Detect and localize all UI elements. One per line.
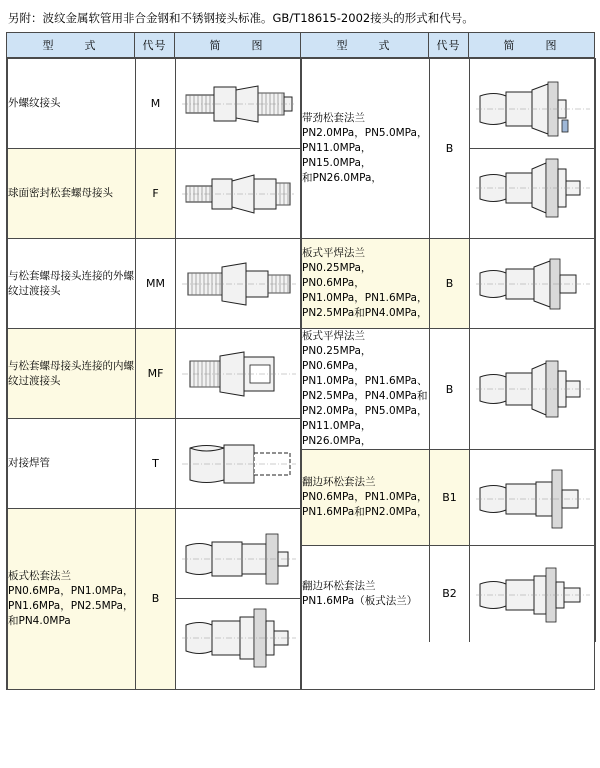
row-code-label: B	[430, 239, 470, 329]
row-type-label: 对接焊管	[8, 419, 136, 509]
row-figure	[176, 239, 302, 329]
row-code-label: MF	[136, 329, 176, 419]
male-thread-transition-fitting-diagram	[176, 253, 301, 315]
table-row	[302, 450, 596, 546]
plate-loose-flange-diagram-upper	[176, 520, 301, 599]
row-figure	[176, 59, 302, 149]
row-code-label: B1	[430, 450, 470, 546]
row-code-label: B2	[430, 546, 470, 642]
left-column-group	[7, 58, 301, 690]
ribbed-loose-flange-diagram-lower	[470, 149, 595, 227]
row-type-label: 与松套螺母接头连接的外螺纹过渡接头	[8, 239, 136, 329]
table-row	[302, 329, 596, 450]
table-row	[8, 239, 302, 329]
row-figure	[176, 419, 302, 509]
row-type-label: 板式平焊法兰 PN0.25MPa，PN0.6MPa， PN1.0MPa，PN1.6MPa、 PN2.5MPa，PN4.0MPa和 PN2.0MPa，PN5.0MPa， PN11.0MPa，PN26.0MPa，	[302, 329, 430, 450]
plate-loose-flange-diagram-lower	[176, 599, 301, 677]
table-row	[302, 59, 596, 239]
page-title: 另附：波纹金属软管用非合金钢和不锈钢接头标准。GB/T18615-2002接头的形式和代号。	[8, 11, 474, 25]
row-code-label: MM	[136, 239, 176, 329]
row-figure	[176, 149, 302, 239]
spherical-seal-union-nut-fitting-diagram	[176, 163, 301, 225]
right-column-group	[301, 58, 595, 690]
female-thread-transition-fitting-diagram	[176, 343, 301, 405]
fitting-types-table	[6, 32, 595, 690]
header-type-right: 型 式	[301, 33, 429, 58]
row-type-label: 外螺纹接头	[8, 59, 136, 149]
row-type-label: 带劲松套法兰 PN2.0MPa，PN5.0MPa， PN11.0MPa，PN15.0MPa， 和PN26.0MPa，	[302, 59, 430, 239]
butt-weld-pipe-diagram	[176, 436, 301, 492]
row-code-label: B	[430, 59, 470, 239]
header-code-left: 代号	[135, 33, 175, 58]
row-type-label: 翻边环松套法兰 PN0.6MPa，PN1.0MPa， PN1.6MPa和PN2.0MPa，	[302, 450, 430, 546]
row-code-label: B	[430, 329, 470, 450]
ribbed-loose-flange-diagram-upper	[470, 70, 595, 149]
row-type-label: 翻边环松套法兰 PN1.6MPa（板式法兰）	[302, 546, 430, 642]
plate-flat-welding-flange-diagram-2	[470, 347, 595, 431]
table-row	[8, 59, 302, 149]
row-code-label: M	[136, 59, 176, 149]
row-figure	[176, 509, 302, 689]
row-type-label: 球面密封松套螺母接头	[8, 149, 136, 239]
table-row	[8, 509, 302, 689]
row-figure	[470, 329, 596, 450]
header-type-left: 型 式	[7, 33, 135, 58]
table-row	[8, 149, 302, 239]
row-figure	[176, 329, 302, 419]
table-content-row	[7, 58, 595, 690]
row-figure	[470, 59, 596, 239]
table-row	[302, 546, 596, 642]
table-row	[8, 329, 302, 419]
row-code-label: F	[136, 149, 176, 239]
flared-ring-loose-flange-plate-diagram	[470, 556, 595, 632]
male-thread-fitting-diagram	[176, 73, 301, 135]
table-row	[8, 419, 302, 509]
header-figure-right: 简 图	[469, 33, 595, 58]
table-header-row	[7, 33, 595, 58]
flared-ring-loose-flange-diagram	[470, 460, 595, 536]
header-code-right: 代号	[429, 33, 469, 58]
table-row	[302, 239, 596, 329]
row-type-label: 板式松套法兰 PN0.6MPa，PN1.0MPa， PN1.6MPa，PN2.5MPa， 和PN4.0MPa	[8, 509, 136, 689]
row-type-label: 板式平焊法兰 PN0.25MPa，PN0.6MPa， PN1.0MPa，PN1.6MPa， PN2.5MPa和PN4.0MPa，	[302, 239, 430, 329]
row-code-label: B	[136, 509, 176, 689]
header-figure-left: 简 图	[175, 33, 301, 58]
row-code-label: T	[136, 419, 176, 509]
row-figure	[470, 450, 596, 546]
row-figure	[470, 239, 596, 329]
table-body	[7, 58, 595, 690]
plate-flat-welding-flange-diagram-1	[470, 249, 595, 319]
row-figure	[470, 546, 596, 642]
row-type-label: 与松套螺母接头连接的内螺纹过渡接头	[8, 329, 136, 419]
